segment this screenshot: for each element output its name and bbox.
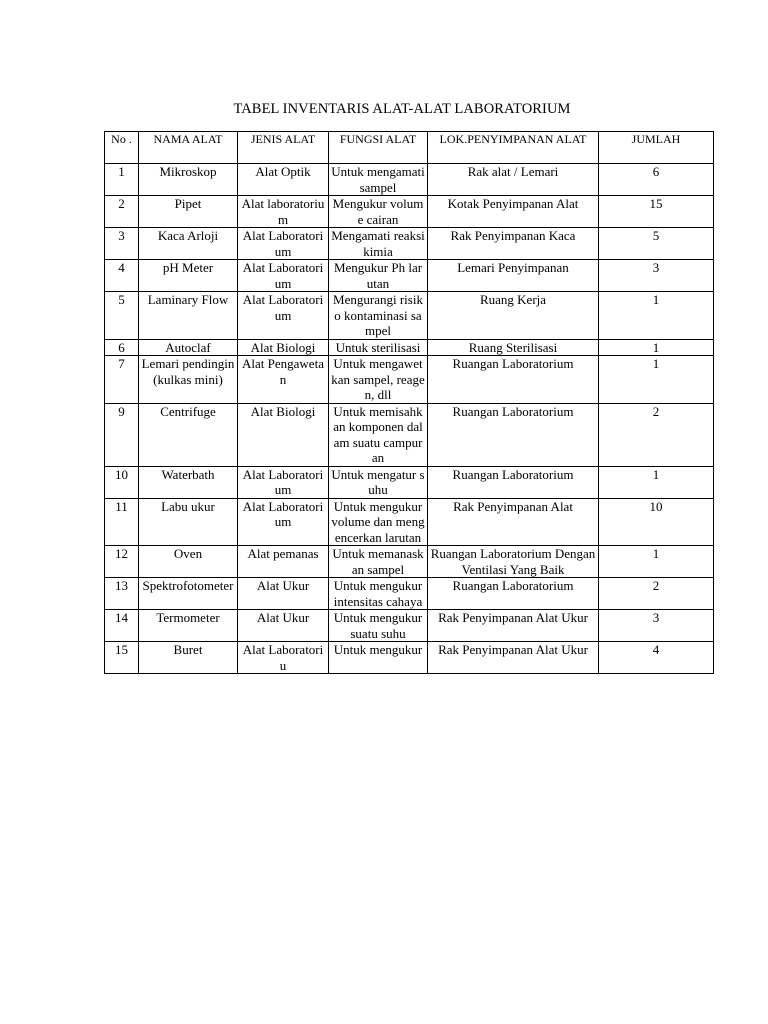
cell-fungsi-alat: Untuk mengukur intensitas cahaya xyxy=(329,578,428,610)
cell-lokasi-penyimpanan: Ruangan Laboratorium xyxy=(428,356,599,404)
cell-nama-alat: Kaca Arloji xyxy=(139,228,238,260)
table-row xyxy=(105,642,714,674)
table-row xyxy=(105,228,714,260)
cell-nama-alat: Termometer xyxy=(139,610,238,642)
cell-jenis-alat: Alat Biologi xyxy=(238,339,329,356)
cell-no: 9 xyxy=(105,403,139,466)
cell-lokasi-penyimpanan: Rak Penyimpanan Alat Ukur xyxy=(428,642,599,674)
table-row xyxy=(105,292,714,340)
cell-nama-alat: Laminary Flow xyxy=(139,292,238,340)
cell-fungsi-alat: Untuk mengamati sampel xyxy=(329,164,428,196)
table-body xyxy=(105,164,714,674)
cell-nama-alat: Autoclaf xyxy=(139,339,238,356)
cell-fungsi-alat: Untuk memisahkan komponen dalam suatu campuran xyxy=(329,403,428,466)
cell-jumlah: 2 xyxy=(599,578,714,610)
table-row xyxy=(105,546,714,578)
cell-jumlah: 1 xyxy=(599,292,714,340)
cell-no: 3 xyxy=(105,228,139,260)
cell-nama-alat: Oven xyxy=(139,546,238,578)
cell-jenis-alat: Alat pemanas xyxy=(238,546,329,578)
cell-jenis-alat: Alat Optik xyxy=(238,164,329,196)
cell-no: 14 xyxy=(105,610,139,642)
cell-jumlah: 3 xyxy=(599,260,714,292)
table-row xyxy=(105,339,714,356)
cell-jumlah: 4 xyxy=(599,642,714,674)
cell-fungsi-alat: Untuk mengatur suhu xyxy=(329,466,428,498)
cell-no: 15 xyxy=(105,642,139,674)
cell-jumlah: 1 xyxy=(599,339,714,356)
cell-fungsi-alat: Untuk mengukur volume dan mengencerkan larutan xyxy=(329,498,428,546)
cell-jenis-alat: Alat Laboratorium xyxy=(238,260,329,292)
cell-no: 6 xyxy=(105,339,139,356)
cell-no: 5 xyxy=(105,292,139,340)
cell-nama-alat: Centrifuge xyxy=(139,403,238,466)
cell-fungsi-alat: Mengukur Ph larutan xyxy=(329,260,428,292)
cell-jenis-alat: Alat Laboratoriu xyxy=(238,642,329,674)
cell-jenis-alat: Alat Laboratorium xyxy=(238,498,329,546)
table-row xyxy=(105,578,714,610)
cell-jenis-alat: Alat Laboratorium xyxy=(238,228,329,260)
cell-no: 7 xyxy=(105,356,139,404)
header-lokasi-penyimpanan: LOK.PENYIMPANAN ALAT xyxy=(428,132,599,164)
cell-lokasi-penyimpanan: Ruangan Laboratorium xyxy=(428,403,599,466)
cell-jenis-alat: Alat Ukur xyxy=(238,610,329,642)
cell-no: 1 xyxy=(105,164,139,196)
cell-lokasi-penyimpanan: Ruang Kerja xyxy=(428,292,599,340)
cell-no: 12 xyxy=(105,546,139,578)
header-fungsi-alat: FUNGSI ALAT xyxy=(329,132,428,164)
table-row xyxy=(105,403,714,466)
cell-nama-alat: Pipet xyxy=(139,196,238,228)
cell-jenis-alat: Alat laboratorium xyxy=(238,196,329,228)
cell-no: 2 xyxy=(105,196,139,228)
cell-fungsi-alat: Untuk mengukur suatu suhu xyxy=(329,610,428,642)
cell-jumlah: 1 xyxy=(599,356,714,404)
cell-nama-alat: Spektrofotometer xyxy=(139,578,238,610)
table-row xyxy=(105,466,714,498)
cell-lokasi-penyimpanan: Kotak Penyimpanan Alat xyxy=(428,196,599,228)
cell-jumlah: 15 xyxy=(599,196,714,228)
document-title: TABEL INVENTARIS ALAT-ALAT LABORATORIUM xyxy=(233,101,571,117)
cell-nama-alat: Buret xyxy=(139,642,238,674)
inventory-table xyxy=(104,131,714,674)
header-jenis-alat: JENIS ALAT xyxy=(238,132,329,164)
cell-nama-alat: Labu ukur xyxy=(139,498,238,546)
cell-nama-alat: pH Meter xyxy=(139,260,238,292)
table-row xyxy=(105,610,714,642)
header-nama-alat: NAMA ALAT xyxy=(139,132,238,164)
cell-fungsi-alat: Untuk memanaskan sampel xyxy=(329,546,428,578)
cell-jenis-alat: Alat Biologi xyxy=(238,403,329,466)
cell-fungsi-alat: Mengukur volume cairan xyxy=(329,196,428,228)
cell-no: 11 xyxy=(105,498,139,546)
cell-jumlah: 10 xyxy=(599,498,714,546)
cell-jumlah: 2 xyxy=(599,403,714,466)
cell-lokasi-penyimpanan: Rak alat / Lemari xyxy=(428,164,599,196)
cell-lokasi-penyimpanan: Lemari Penyimpanan xyxy=(428,260,599,292)
cell-jumlah: 1 xyxy=(599,546,714,578)
header-jumlah: JUMLAH xyxy=(599,132,714,164)
cell-jenis-alat: Alat Laboratorium xyxy=(238,292,329,340)
cell-jumlah: 6 xyxy=(599,164,714,196)
cell-fungsi-alat: Untuk sterilisasi xyxy=(329,339,428,356)
header-no: No . xyxy=(105,132,139,164)
cell-nama-alat: Mikroskop xyxy=(139,164,238,196)
cell-lokasi-penyimpanan: Ruang Sterilisasi xyxy=(428,339,599,356)
cell-lokasi-penyimpanan: Rak Penyimpanan Alat Ukur xyxy=(428,610,599,642)
cell-no: 10 xyxy=(105,466,139,498)
cell-fungsi-alat: Mengamati reaksi kimia xyxy=(329,228,428,260)
table-row xyxy=(105,260,714,292)
cell-lokasi-penyimpanan: Rak Penyimpanan Alat xyxy=(428,498,599,546)
table-row xyxy=(105,356,714,404)
cell-lokasi-penyimpanan: Rak Penyimpanan Kaca xyxy=(428,228,599,260)
cell-fungsi-alat: Untuk mengukur xyxy=(329,642,428,674)
cell-jumlah: 1 xyxy=(599,466,714,498)
cell-nama-alat: Waterbath xyxy=(139,466,238,498)
cell-jenis-alat: Alat Ukur xyxy=(238,578,329,610)
table-row xyxy=(105,164,714,196)
cell-nama-alat: Lemari pendingin(kulkas mini) xyxy=(139,356,238,404)
cell-fungsi-alat: Untuk mengawetkan sampel, reagen, dll xyxy=(329,356,428,404)
cell-jumlah: 3 xyxy=(599,610,714,642)
table-row xyxy=(105,196,714,228)
cell-jenis-alat: Alat Laboratorium xyxy=(238,466,329,498)
table-header-row xyxy=(105,132,714,164)
cell-lokasi-penyimpanan: Ruangan Laboratorium xyxy=(428,578,599,610)
cell-fungsi-alat: Mengurangi risiko kontaminasi sampel xyxy=(329,292,428,340)
cell-jenis-alat: Alat Pengawetan xyxy=(238,356,329,404)
cell-lokasi-penyimpanan: Ruangan Laboratorium xyxy=(428,466,599,498)
cell-no: 13 xyxy=(105,578,139,610)
cell-lokasi-penyimpanan: Ruangan Laboratorium Dengan Ventilasi Yang Baik xyxy=(428,546,599,578)
cell-no: 4 xyxy=(105,260,139,292)
cell-jumlah: 5 xyxy=(599,228,714,260)
table-row xyxy=(105,498,714,546)
